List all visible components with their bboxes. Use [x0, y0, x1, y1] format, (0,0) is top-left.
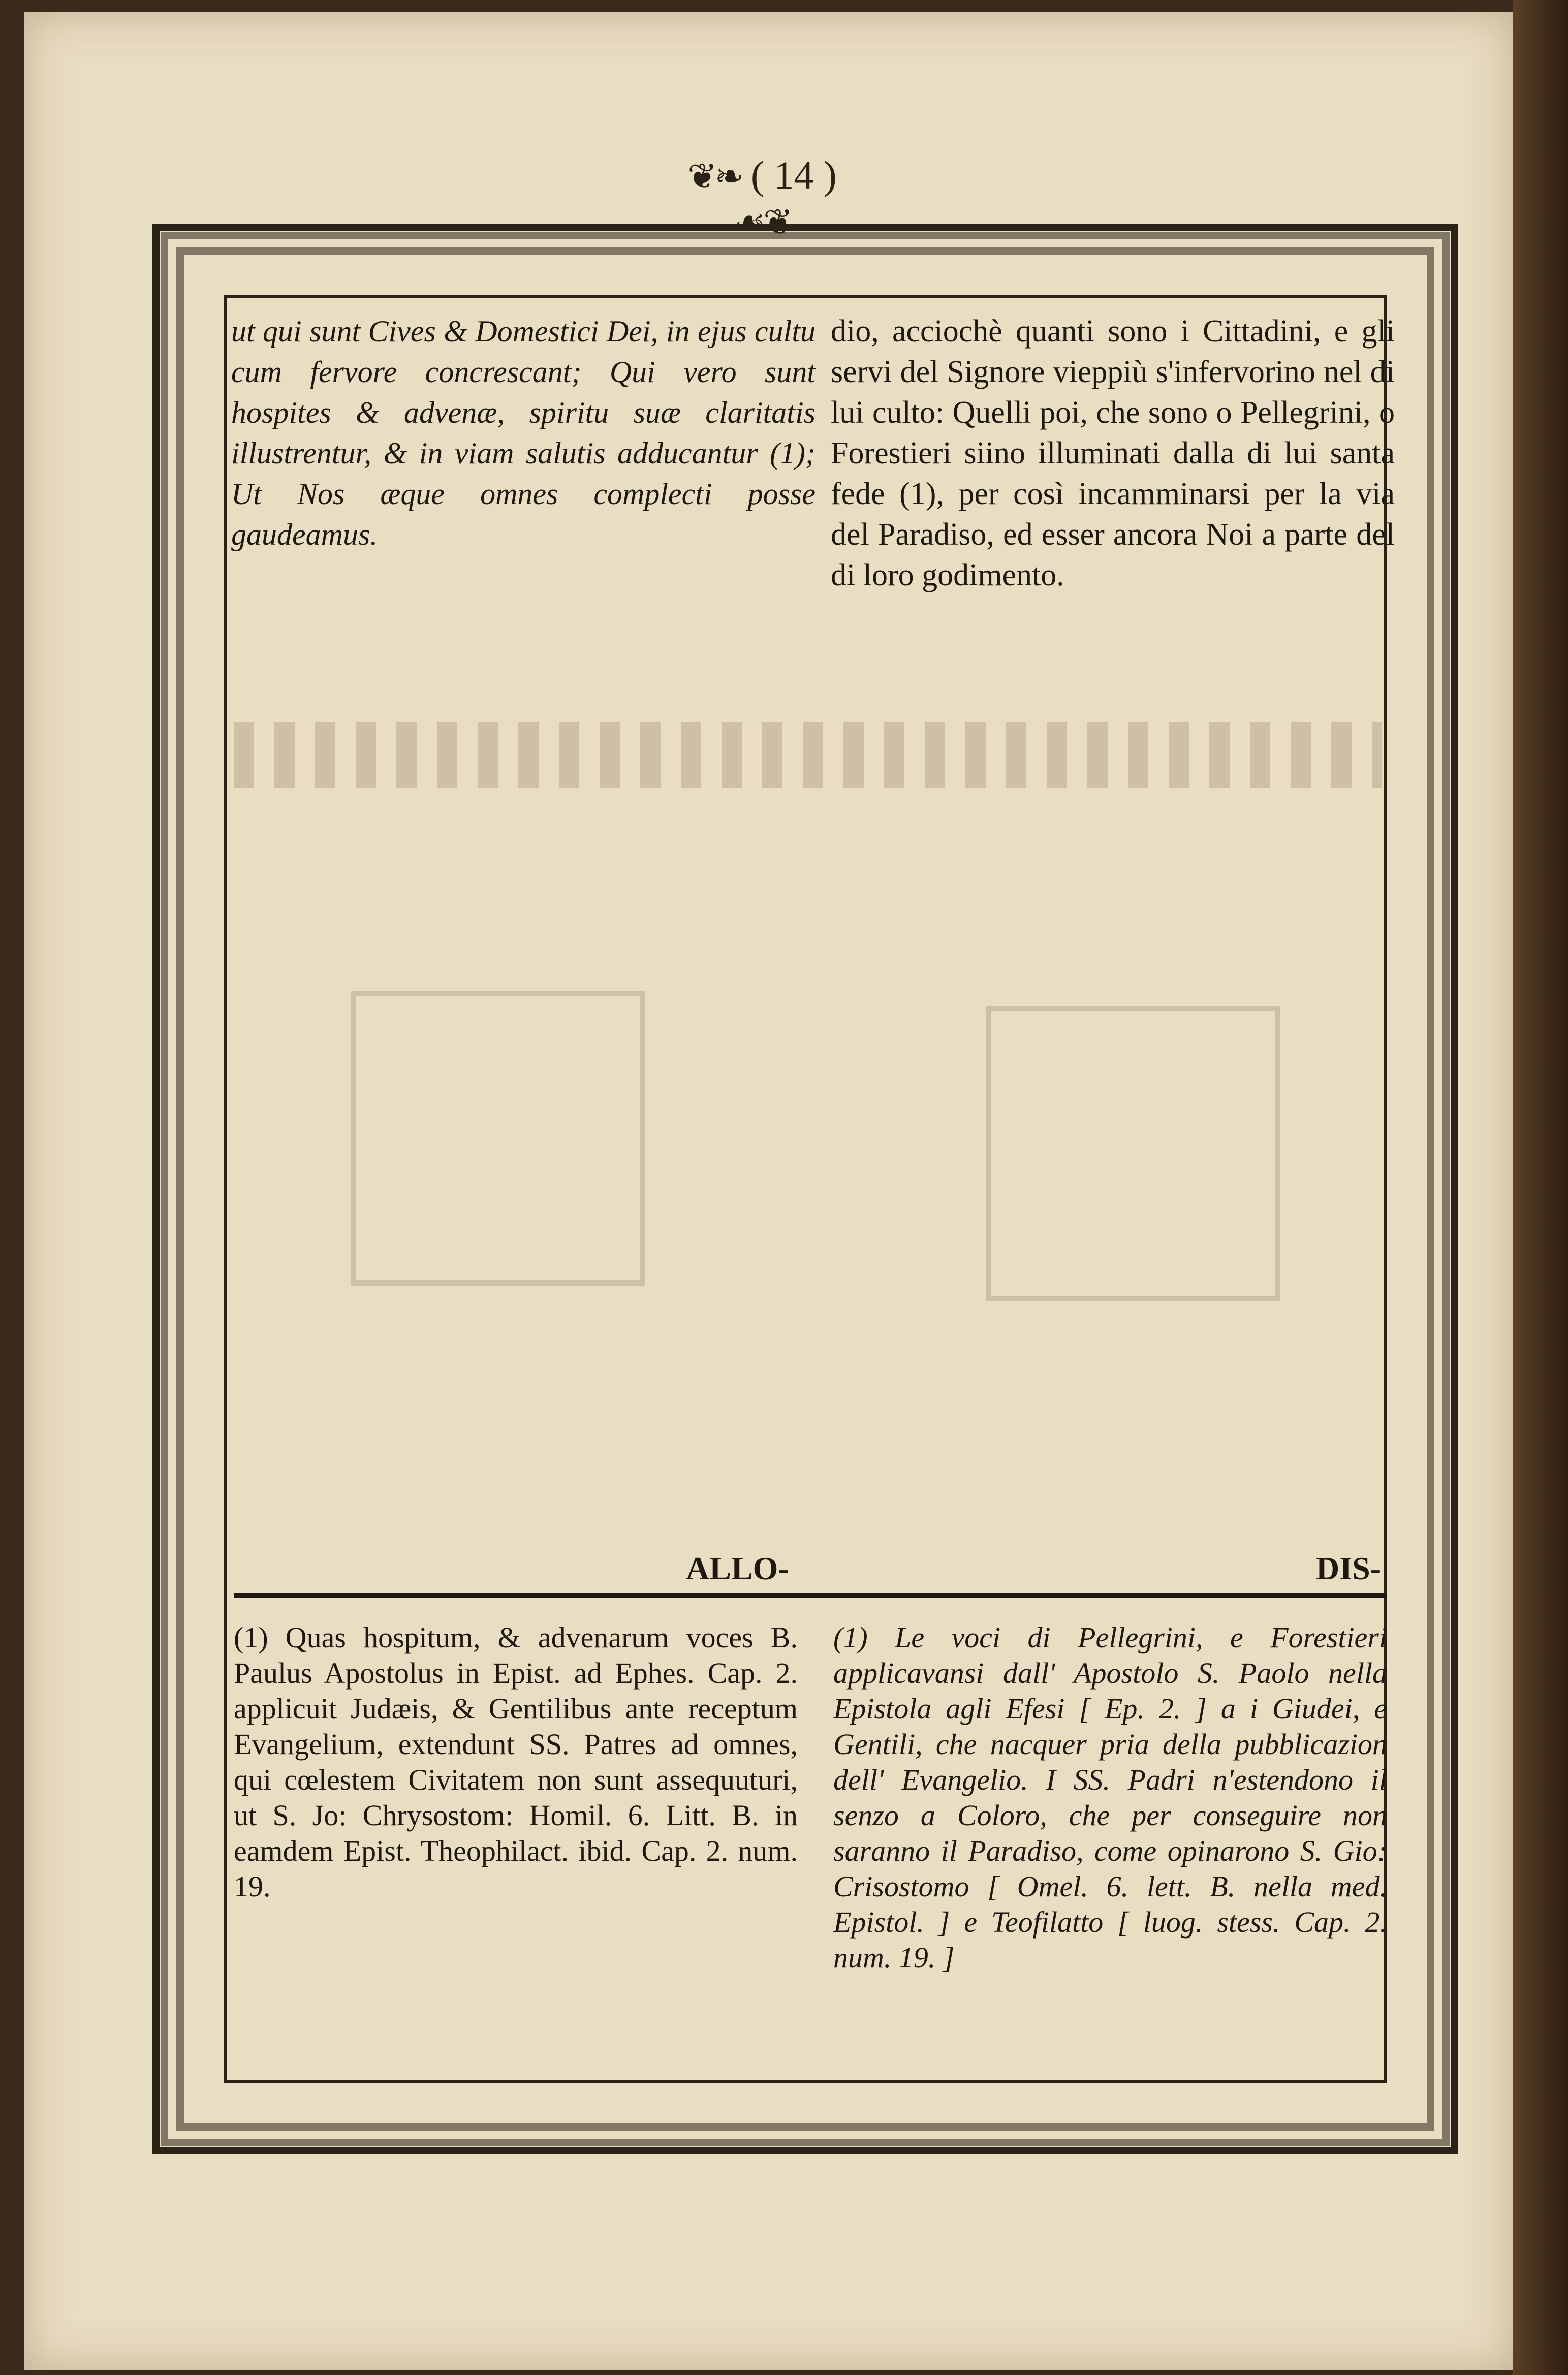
show-through-from-reverse: [234, 722, 1382, 1555]
latin-text-column: ut qui sunt Cives & Domestici Dei, in ejus cultu cum fervore concrescant; Qui vero sunt hospites & advenæ, spiritu suæ claritatis illustrentur, & in viam salutis adducantur (1); Ut Nos æque omnes complecti posse gaudeamus.: [231, 315, 816, 551]
bleed-initial-box-left: [986, 1006, 1280, 1301]
catchword-left: ALLO-: [686, 1550, 789, 1586]
book-spine: [1513, 0, 1568, 2375]
page-number-header: ❦❧ ( 14 ) ☙❦: [687, 153, 837, 242]
footnote-divider-rule: [234, 1593, 1387, 1598]
left-ornament-icon: ❦❧: [687, 158, 741, 197]
italian-text-column: dio, acciochè quanti sono i Cittadini, e gli servi del Signore vieppiù s'infervorino nel di lui culto: Quelli poi, che sono o Pellegrini, o Forestieri siino illuminati dalla di lui santa fede (1), per così incamminarsi per la via del Paradiso, ed esser ancora Noi a parte del di loro godimento.: [831, 314, 1395, 592]
footnote-latin: (1) Quas hospitum, & advenarum voces B. Paulus Apostolus in Epist. ad Ephes. Cap. 2. applicuit Judæis, & Gentilibus ante receptum Evangelium, extendunt SS. Patres ad omnes, qui cœlestem Civitatem non sunt assequuturi, ut S. Jo: Chrysostom: Homil. 6. Litt. B. in eamdem Epist. Theophilact. ibid. Cap. 2. num. 19.: [234, 1621, 798, 1903]
catchword-right: DIS-: [1316, 1550, 1382, 1586]
bleed-ornament-band: [234, 722, 1382, 788]
footnote-italian: (1) Le voci di Pellegrini, e Forestieri applicavansi dall' Apostolo S. Paolo nella Epistola agli Efesi [ Ep. 2. ] a i Giudei, e Gentili, che nacquer pria della pubblicazion dell' Evangelio. I SS. Padri n'estendono il senzo a Coloro, che per conseguire non saranno il Paradiso, come opinarono S. Gio: Crisostomo [ Omel. 6. lett. B. nella med. Epistol. ] e Teofilatto [ luog. stess. Cap. 2. num. 19. ]: [833, 1621, 1387, 1974]
page-number: 14: [774, 153, 814, 197]
right-ornament-icon: ☙❦: [734, 203, 790, 242]
bleed-initial-box-right: [351, 991, 645, 1286]
